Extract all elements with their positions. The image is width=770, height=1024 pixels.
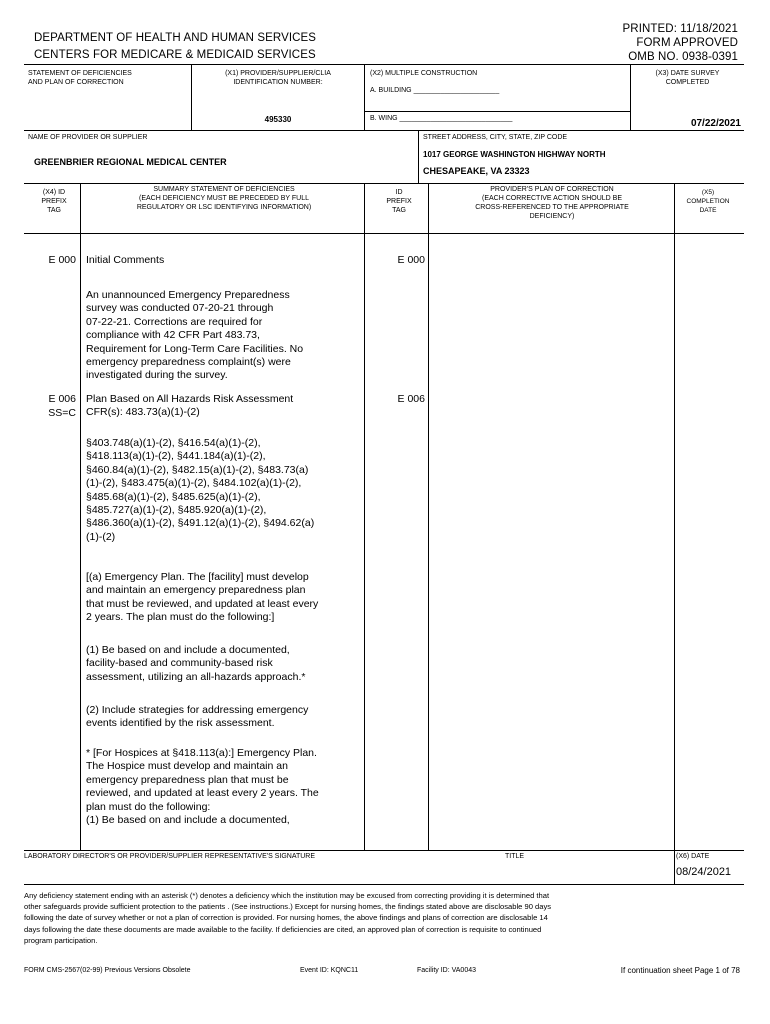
address-label: STREET ADDRESS, CITY, STATE, ZIP CODE [423, 134, 568, 141]
rule [364, 183, 365, 850]
rule [364, 64, 365, 130]
x1-label: (X1) PROVIDER/SUPPLIER/CLIA IDENTIFICATION NUMBER: [225, 70, 331, 86]
event-id: Event ID: KQNC11 [300, 967, 359, 974]
address-line2: CHESAPEAKE, VA 23323 [423, 166, 530, 176]
rule [674, 183, 675, 850]
address-line1: 1017 GEORGE WASHINGTON HIGHWAY NORTH [423, 150, 606, 159]
rule [24, 130, 744, 131]
id-header: ID PREFIX TAG [386, 189, 412, 214]
paragraph-risk-assessment: (1) Be based on and include a documented, facility-based and community-based risk assessment, utilizing an all-hazards approach.* [86, 644, 306, 683]
omb-number: OMB NO. 0938-0391 [628, 51, 738, 63]
rule [24, 884, 744, 885]
signature-label: LABORATORY DIRECTOR'S OR PROVIDER/SUPPLIER REPRESENTATIVE'S SIGNATURE [24, 853, 316, 860]
rule [24, 64, 744, 65]
agency-title: CENTERS FOR MEDICARE & MEDICAID SERVICES [34, 49, 316, 61]
x5-header: (X5) COMPLETION DATE [686, 189, 730, 214]
statement-label: STATEMENT OF DEFICIENCIES AND PLAN OF CORRECTION [28, 70, 132, 86]
summary-header: SUMMARY STATEMENT OF DEFICIENCIES (EACH DEFICIENCY MUST BE PRECEDED BY FULL REGULATORY OR LSC IDENTIFYING INFORMATION) [136, 186, 312, 211]
page-number: If continuation sheet Page 1 of 78 [620, 966, 740, 975]
section-title-initial: Initial Comments [86, 254, 165, 266]
rule [364, 111, 630, 112]
provider-label: NAME OF PROVIDER OR SUPPLIER [28, 134, 148, 141]
department-title: DEPARTMENT OF HEALTH AND HUMAN SERVICES [34, 32, 317, 44]
rule [24, 850, 744, 851]
paragraph-strategies: (2) Include strategies for addressing emergency events identified by the risk assessment. [86, 704, 309, 730]
facility-id: Facility ID: VA0043 [417, 967, 477, 974]
title-label: TITLE [505, 853, 525, 860]
rule [80, 183, 81, 850]
x3-label: (X3) DATE SURVEY COMPLETED [655, 70, 720, 86]
scope-severity: SS=C [48, 407, 76, 419]
x2-building: A. BUILDING ______________________ [370, 87, 500, 94]
left-tag-e000: E 000 [48, 254, 76, 266]
disclaimer: Any deficiency statement ending with an asterisk (*) denotes a deficiency which the institution may be excused from correcting providing it is determined that other safeguards provide sufficient protection to the patients . (See instructions.) Except for nursing homes, the findings stated above are disclosable 90 days following the date of survey whether or not a plan of correction is provided. For nursing homes, the above findings and plans of correction are disclosable 14 days following the date these documents are made available to the facility. If deficiencies are cited, an approved plan of correction is requisite to continued program participation. [24, 891, 552, 945]
form-approved: FORM APPROVED [636, 37, 738, 49]
rule [24, 183, 744, 184]
paragraph-initial-comments: An unannounced Emergency Preparedness survey was conducted 07-20-21 through 07-22-21. Corrections are required for compliance with 42 CFR Part 483.73, Requirement for Long-Term Care Facilities. No emergency preparedness complaint(s) were investigated during the survey. [86, 289, 304, 382]
provider-name: GREENBRIER REGIONAL MEDICAL CENTER [34, 157, 227, 167]
date-label: (X6) DATE [676, 853, 710, 860]
signature-date: 08/24/2021 [676, 866, 732, 878]
rule [24, 233, 744, 234]
rule [418, 130, 419, 183]
right-tag-e000: E 000 [397, 254, 425, 266]
x4-header: (X4) ID PREFIX TAG [41, 189, 67, 214]
rule [428, 183, 429, 850]
x2-label: (X2) MULTIPLE CONSTRUCTION [370, 70, 478, 77]
plan-header: PROVIDER'S PLAN OF CORRECTION (EACH CORRECTIVE ACTION SHOULD BE CROSS-REFERENCED TO THE APPROPRIATE DEFICIENCY) [475, 186, 629, 220]
form-number: FORM CMS-2567(02-99) Previous Versions Obsolete [24, 967, 191, 974]
paragraph-regulations: §403.748(a)(1)-(2), §416.54(a)(1)-(2), §418.113(a)(1)-(2), §441.184(a)(1)-(2), §460.84(a)(1)-(2), §482.15(a)(1)-(2), §483.73(a) (1)-(2), §483.475(a)(1)-(2), §484.102(a)(1)-(2), §485.68(a)(1)-(2), §485.625(a)(1)-(2), §485.727(a)(1)-(2), §485.920(a)(1)-(2), §486.360(a)(1)-(2), §491.12(a)(1)-(2), §494.62(a) (1)-(2) [86, 437, 315, 543]
survey-date: 07/22/2021 [690, 118, 741, 129]
paragraph-hospices: * [For Hospices at §418.113(a):] Emergency Plan. The Hospice must develop and maintain an emergency preparedness plan that must be reviewed, and updated at least every 2 years. The plan must do the following: (1) Be based on and include a documented, [86, 747, 319, 827]
left-tag-e006: E 006 [48, 393, 76, 405]
rule [674, 850, 675, 884]
section-title-plan: Plan Based on All Hazards Risk Assessment CFR(s): 483.73(a)(1)-(2) [86, 393, 294, 419]
x2-wing: B. WING _____________________________ [370, 115, 513, 122]
provider-id: 495330 [264, 115, 292, 124]
right-tag-e006: E 006 [397, 393, 425, 405]
paragraph-emergency-plan: [(a) Emergency Plan. The [facility] must develop and maintain an emergency preparedness plan that must be reviewed, and updated at least every 2 years. The plan must do the following:] [86, 571, 319, 624]
printed-date: PRINTED: 11/18/2021 [622, 23, 738, 35]
